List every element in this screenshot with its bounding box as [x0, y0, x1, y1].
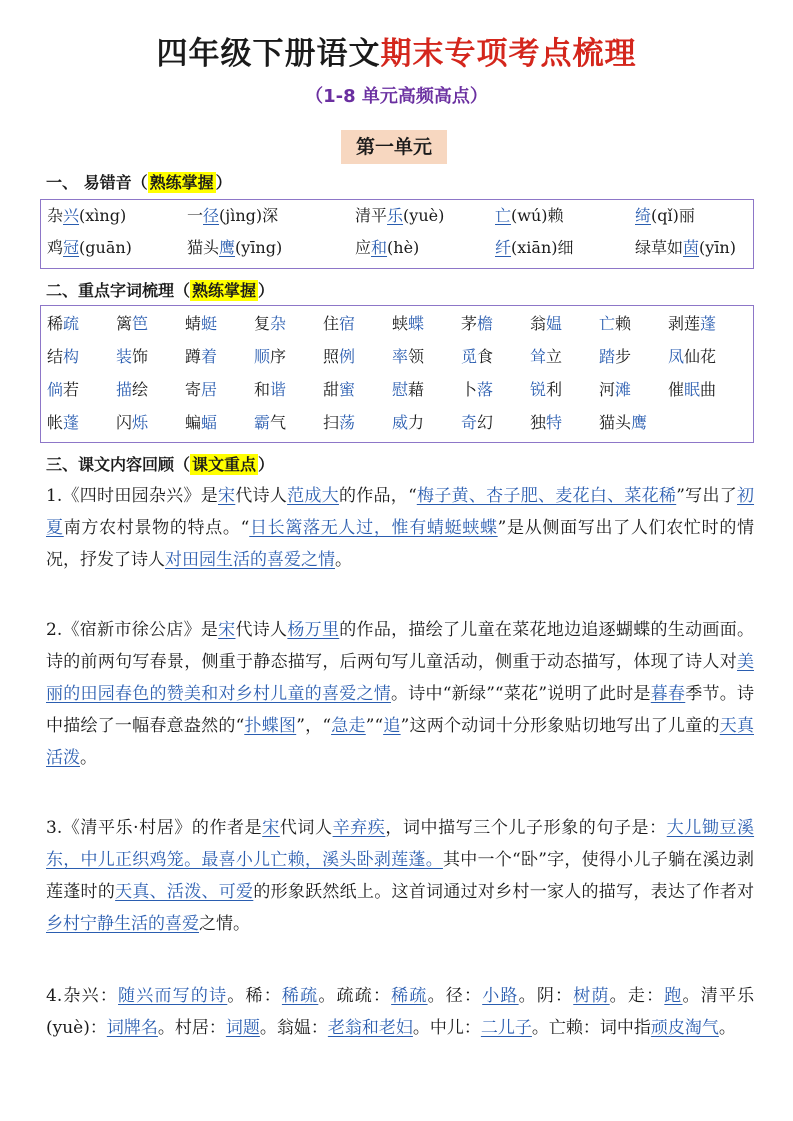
pinyin-reading: (yīn) — [699, 238, 736, 257]
pinyin-box — [40, 199, 754, 269]
answer-text: 天真活泼 — [46, 716, 754, 768]
section-heading-2 — [46, 278, 274, 301]
subtitle: （1-8 单元高频高点） — [305, 86, 488, 107]
vocab-char: 翁 — [530, 314, 547, 333]
vocab-char: 莲 — [684, 314, 701, 333]
vocab-char: 猫 — [599, 413, 616, 432]
body-text: 。 — [80, 748, 97, 768]
pinyin-key-char: 径 — [203, 206, 220, 225]
body-text: ”，“ — [296, 716, 332, 736]
vocab-char: 和 — [254, 380, 271, 399]
vocab-char: 蜜 — [339, 380, 356, 399]
vocab-char: 装 — [116, 347, 133, 366]
vocab-word — [47, 413, 79, 433]
vocab-char: 独 — [530, 413, 547, 432]
vocab-char: 蛱 — [392, 314, 409, 333]
body-text: 代词人 — [279, 818, 333, 838]
vocab-char: 催 — [668, 380, 685, 399]
vocab-char: 着 — [201, 347, 218, 366]
body-text: 1.《四时田园杂兴》是 — [46, 486, 218, 506]
vocab-char: 曲 — [700, 380, 717, 399]
body-text: 。亡赖：词中指 — [531, 1018, 651, 1038]
section-close: ） — [258, 281, 275, 300]
body-text: 。稀： — [227, 986, 282, 1006]
section-close: ） — [258, 455, 275, 474]
body-text: ”写出了 — [676, 486, 738, 506]
answer-text: 树荫 — [573, 986, 610, 1006]
pinyin-reading: (yīng) — [235, 238, 283, 257]
vocab-char: 蝙 — [185, 413, 202, 432]
body-text: 。阴： — [518, 986, 574, 1006]
vocab-word — [323, 347, 355, 367]
vocab-char: 稀 — [47, 314, 64, 333]
answer-text: 范成大 — [287, 486, 339, 506]
vocab-word — [461, 314, 493, 334]
body-text: ”这两个动词十分形象贴切地写出了儿童的 — [400, 716, 720, 736]
vocab-char: 剥 — [668, 314, 685, 333]
paragraph-2 — [46, 614, 754, 774]
pinyin-word-pre: 应 — [355, 238, 372, 257]
answer-text: 稀疏 — [281, 986, 319, 1006]
pinyin-reading: (guān) — [79, 238, 132, 257]
vocab-char: 闪 — [116, 413, 133, 432]
vocab-char: 照 — [323, 347, 340, 366]
vocab-word — [185, 314, 217, 334]
vocab-char: 篱 — [116, 314, 133, 333]
pinyin-word — [187, 238, 282, 258]
answer-text: 美丽的田园春色的赞美和对乡村儿童的喜爱之情 — [46, 652, 754, 704]
pinyin-word — [495, 238, 574, 258]
vocab-char: 茅 — [461, 314, 478, 333]
vocab-char: 率 — [392, 347, 409, 366]
answer-text: 宋 — [218, 486, 236, 506]
pinyin-key-char: 冠 — [63, 238, 80, 257]
vocab-word — [116, 380, 148, 400]
vocab-word — [254, 413, 286, 433]
vocab-char: 宿 — [339, 314, 356, 333]
answer-text: 宋 — [218, 620, 236, 640]
body-text: 其中一个“卧”字，使得小儿子躺在溪边剥莲蓬时的 — [46, 850, 754, 902]
pinyin-key-char: 纤 — [495, 238, 512, 257]
answer-text: 顽皮淘气 — [650, 1018, 719, 1038]
pinyin-word — [47, 206, 126, 226]
body-text: 。 — [718, 1018, 736, 1038]
pinyin-reading: (xìng) — [79, 206, 127, 225]
body-text: 3.《清平乐·村居》的作者是 — [46, 818, 263, 838]
body-text: 代诗人 — [235, 486, 288, 506]
vocab-word — [185, 413, 217, 433]
pinyin-key-char: 绮 — [635, 206, 652, 225]
pinyin-key-char: 鹰 — [219, 238, 236, 257]
answer-text: 小路 — [482, 986, 519, 1006]
pinyin-reading: (qǐ) — [651, 206, 679, 225]
vocab-char: 踏 — [599, 347, 616, 366]
answer-text: 梅子黄、杏子肥、麦花白、菜花稀 — [416, 486, 677, 506]
pinyin-word-post: 细 — [557, 238, 574, 257]
pinyin-reading: (xiān) — [511, 238, 558, 257]
vocab-word — [599, 347, 631, 367]
vocab-char: 领 — [408, 347, 425, 366]
vocab-char: 媪 — [546, 314, 563, 333]
vocab-char: 特 — [546, 413, 563, 432]
vocab-box — [40, 305, 754, 443]
answer-text: 扑蝶图 — [244, 716, 297, 736]
vocab-word — [668, 314, 716, 334]
vocab-word — [530, 380, 562, 400]
answer-text: 词题 — [225, 1018, 260, 1038]
vocab-char: 烁 — [132, 413, 149, 432]
vocab-char: 卜 — [461, 380, 478, 399]
body-text: 。翁媪： — [259, 1018, 328, 1038]
body-text: 。疏疏： — [318, 986, 392, 1006]
vocab-char: 例 — [339, 347, 356, 366]
body-text: 。村居： — [157, 1018, 226, 1038]
vocab-word — [185, 347, 217, 367]
vocab-word — [392, 380, 424, 400]
answer-text: 词牌名 — [106, 1018, 158, 1038]
vocab-word — [323, 413, 355, 433]
pinyin-reading: (jìng) — [219, 206, 263, 225]
vocab-word — [668, 347, 716, 367]
vocab-char: 蝶 — [408, 314, 425, 333]
pinyin-reading: (hè) — [387, 238, 420, 257]
pinyin-key-char: 茵 — [683, 238, 700, 257]
pinyin-reading: (wú) — [511, 206, 548, 225]
body-text: 。径： — [427, 986, 483, 1006]
pinyin-word-pre: 一 — [187, 206, 204, 225]
vocab-char: 复 — [254, 314, 271, 333]
vocab-char: 蓬 — [700, 314, 717, 333]
vocab-char: 疏 — [63, 314, 80, 333]
vocab-char: 蹲 — [185, 347, 202, 366]
pinyin-word-post: 丽 — [678, 206, 695, 225]
vocab-char: 蜓 — [201, 314, 218, 333]
pinyin-word-post: 深 — [262, 206, 279, 225]
vocab-char: 利 — [546, 380, 563, 399]
answer-text: 初夏 — [46, 486, 755, 538]
vocab-char: 蜻 — [185, 314, 202, 333]
body-text: 的作品，描绘了儿童在菜花地边追逐蝴蝶的生动画面。诗的前两句写春景，侧重于静态描写，后两句写儿童活动，侧重于动态描写，体现了诗人对 — [46, 620, 755, 672]
pinyin-word — [355, 206, 444, 226]
pinyin-word — [495, 206, 564, 226]
vocab-word — [116, 314, 148, 334]
body-text: 。诗中“新绿”“菜花”说明了此时是 — [391, 684, 651, 704]
body-text: ”“ — [365, 716, 384, 736]
vocab-word — [47, 347, 79, 367]
vocab-char: 凤 — [668, 347, 685, 366]
vocab-char: 檐 — [477, 314, 494, 333]
vocab-word — [461, 347, 493, 367]
pinyin-word — [47, 238, 132, 258]
section-heading-3 — [46, 452, 274, 475]
vocab-char: 荡 — [339, 413, 356, 432]
vocab-char: 滩 — [615, 380, 632, 399]
vocab-char: 霸 — [254, 413, 271, 432]
vocab-char: 谐 — [270, 380, 287, 399]
vocab-char: 奇 — [461, 413, 478, 432]
answer-text: 跑 — [664, 986, 683, 1006]
section-label: 二、重点字词梳理（ — [46, 281, 191, 300]
vocab-char: 河 — [599, 380, 616, 399]
body-text: 2.《宿新市徐公店》是 — [46, 620, 219, 640]
vocab-char: 若 — [63, 380, 80, 399]
vocab-char: 气 — [270, 413, 287, 432]
vocab-word — [530, 413, 562, 433]
vocab-char: 食 — [477, 347, 494, 366]
vocab-char: 结 — [47, 347, 64, 366]
vocab-word — [392, 314, 424, 334]
section-close: ） — [215, 173, 232, 192]
vocab-char: 亡 — [599, 314, 616, 333]
body-text: 的作品，“ — [338, 486, 417, 506]
body-text: ，词中描写三个儿子形象的句子是： — [385, 818, 667, 838]
vocab-word — [599, 413, 647, 433]
pinyin-word — [635, 206, 695, 226]
vocab-char: 赖 — [615, 314, 632, 333]
answer-text: 天真、活泼、可爱 — [115, 882, 254, 902]
answer-text: 老翁和老妇 — [327, 1018, 413, 1038]
vocab-char: 威 — [392, 413, 409, 432]
vocab-word — [254, 347, 286, 367]
body-text: 季节。诗中描绘了一幅春意盎然的“ — [46, 684, 755, 736]
pinyin-word-pre: 清平 — [355, 206, 388, 225]
vocab-char: 住 — [323, 314, 340, 333]
section-label: 一、 易错音（ — [46, 173, 148, 192]
vocab-char: 仙 — [684, 347, 701, 366]
body-text: 。 — [335, 550, 352, 570]
vocab-word — [530, 347, 562, 367]
vocab-char: 笆 — [132, 314, 149, 333]
pinyin-key-char: 和 — [371, 238, 388, 257]
vocab-word — [599, 380, 631, 400]
vocab-char: 慰 — [392, 380, 409, 399]
page-title — [0, 28, 793, 73]
vocab-word — [116, 413, 148, 433]
section-label: 三、课文内容回顾（ — [46, 455, 191, 474]
answer-text: 追 — [383, 716, 401, 736]
vocab-char: 蝠 — [201, 413, 218, 432]
pinyin-word — [187, 206, 278, 226]
vocab-char: 落 — [477, 380, 494, 399]
vocab-char: 杂 — [270, 314, 287, 333]
answer-text: 二儿子 — [480, 1018, 532, 1038]
vocab-char: 倘 — [47, 380, 64, 399]
body-text: 4.杂兴： — [46, 986, 119, 1006]
vocab-word — [47, 314, 79, 334]
vocab-char: 锐 — [530, 380, 547, 399]
section-heading-1 — [46, 170, 232, 193]
answer-text: 大儿锄豆溪东，中儿正织鸡笼。最喜小儿亡赖，溪头卧剥莲蓬。 — [46, 818, 755, 870]
title-red: 期末专项考点梳理 — [380, 36, 637, 72]
vocab-char: 步 — [615, 347, 632, 366]
body-text: 。走： — [609, 986, 665, 1006]
vocab-char: 扫 — [323, 413, 340, 432]
vocab-word — [530, 314, 562, 334]
vocab-word — [47, 380, 79, 400]
section-highlight: 熟练掌握 — [149, 173, 214, 192]
pinyin-word-post: 赖 — [547, 206, 564, 225]
vocab-word — [254, 314, 286, 334]
vocab-char: 蓬 — [63, 413, 80, 432]
body-text: 。清平乐(yuè)： — [46, 986, 755, 1038]
body-text: ”是从侧面写出了人们农忙时的情况，抒发了诗人 — [46, 518, 755, 570]
vocab-char: 鹰 — [631, 413, 648, 432]
body-text: 之情。 — [199, 914, 250, 934]
vocab-word — [668, 380, 716, 400]
body-text: 。中儿： — [412, 1018, 481, 1038]
section-highlight: 熟练掌握 — [192, 281, 257, 300]
pinyin-reading: (yuè) — [403, 206, 445, 225]
paragraph-3 — [46, 812, 754, 940]
vocab-char: 眠 — [684, 380, 701, 399]
body-text: 的形象跃然纸上。这首词通过对乡村一家人的描写，表达了作者对 — [253, 882, 755, 902]
vocab-char: 甜 — [323, 380, 340, 399]
vocab-word — [461, 413, 493, 433]
title-black: 四年级下册语文 — [156, 36, 381, 72]
answer-text: 急走 — [331, 716, 366, 736]
vocab-char: 寄 — [185, 380, 202, 399]
pinyin-word-pre: 鸡 — [47, 238, 64, 257]
answer-text: 随兴而写的诗 — [118, 986, 228, 1006]
vocab-word — [461, 380, 493, 400]
answer-text: 日长篱落无人过，惟有蜻蜓蛱蝶 — [249, 518, 498, 538]
unit-heading: 第一单元 — [341, 130, 447, 164]
answer-text: 宋 — [262, 818, 280, 838]
answer-text: 暮春 — [650, 684, 686, 704]
vocab-char: 幻 — [477, 413, 494, 432]
vocab-char: 饰 — [132, 347, 149, 366]
vocab-char: 顺 — [254, 347, 271, 366]
answer-text: 辛弃疾 — [332, 818, 386, 838]
vocab-char: 帐 — [47, 413, 64, 432]
paragraph-1 — [46, 480, 754, 576]
answer-text: 对田园生活的喜爱之情 — [165, 550, 335, 570]
answer-text: 杨万里 — [287, 620, 340, 640]
pinyin-word-pre: 绿草如 — [635, 238, 684, 257]
pinyin-word — [635, 238, 736, 258]
vocab-char: 绘 — [132, 380, 149, 399]
vocab-word — [323, 380, 355, 400]
section-highlight: 课文重点 — [192, 455, 257, 474]
vocab-char: 力 — [408, 413, 425, 432]
pinyin-word-pre: 猫头 — [187, 238, 220, 257]
vocab-word — [599, 314, 631, 334]
vocab-word — [185, 380, 217, 400]
pinyin-key-char: 亡 — [495, 206, 512, 225]
vocab-char: 觅 — [461, 347, 478, 366]
answer-text: 乡村宁静生活的喜爱 — [46, 914, 199, 934]
answer-text: 稀疏 — [391, 986, 428, 1006]
vocab-word — [392, 413, 424, 433]
vocab-char: 立 — [546, 347, 563, 366]
vocab-char: 耸 — [530, 347, 547, 366]
vocab-char: 花 — [700, 347, 717, 366]
body-text: 代诗人 — [235, 620, 288, 640]
vocab-char: 藉 — [408, 380, 425, 399]
body-text: 南方农村景物的特点。“ — [63, 518, 250, 538]
vocab-char: 序 — [270, 347, 287, 366]
vocab-word — [254, 380, 286, 400]
pinyin-key-char: 乐 — [387, 206, 404, 225]
vocab-char: 描 — [116, 380, 133, 399]
vocab-word — [392, 347, 424, 367]
vocab-char: 构 — [63, 347, 80, 366]
vocab-char: 居 — [201, 380, 218, 399]
vocab-word — [116, 347, 148, 367]
vocab-char: 头 — [615, 413, 632, 432]
pinyin-key-char: 兴 — [63, 206, 80, 225]
pinyin-word-pre: 杂 — [47, 206, 64, 225]
vocab-word — [323, 314, 355, 334]
pinyin-word — [355, 238, 419, 258]
paragraph-4 — [46, 980, 754, 1044]
